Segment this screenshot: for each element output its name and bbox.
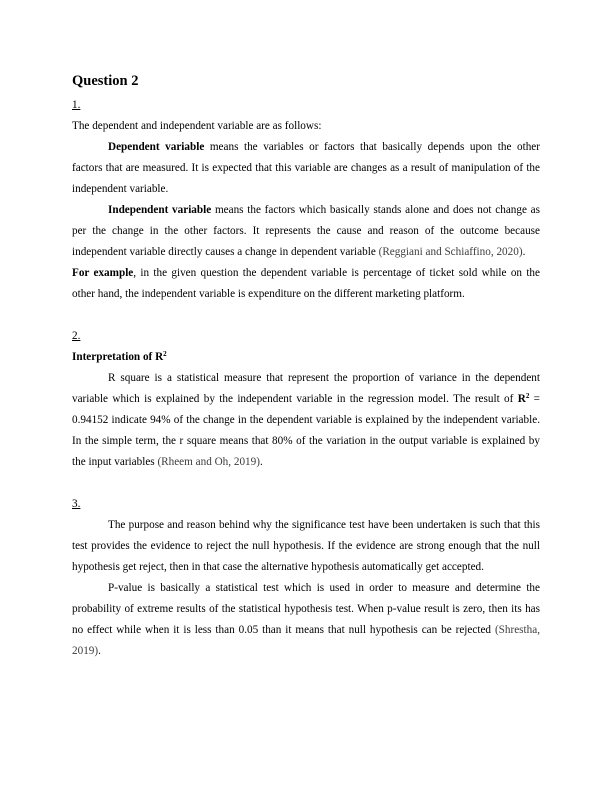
r-squared-heading-text: Interpretation of R <box>72 351 164 363</box>
example-text: , in the given question the dependent variable is percentage of ticket sold while on the other hand, the independent variable is expenditure on the different marketing platform. <box>72 267 540 300</box>
section-2-number: 2. <box>72 330 81 342</box>
r-squared-text-b: = 0.94152 indicate 94% of the change in the dependent variable is explained by the independent variable. In the simple term, the r square means that 80% of the variation in the output variable is explained by the input variables <box>72 393 540 468</box>
p-value-tail: . <box>98 645 101 657</box>
section-3-number: 3. <box>72 498 81 510</box>
example-paragraph <box>72 263 540 305</box>
citation-reggiani: (Reggiani and Schiaffino, 2020) <box>378 246 523 258</box>
dependent-variable-text: means the variables or factors that basically depends upon the other factors that are measured. It is expected that this variable are changes as a result of manipulation of the independent variable. <box>72 141 540 195</box>
r-squared-bold: R <box>517 393 526 405</box>
dependent-variable-term: Dependent variable <box>108 141 205 153</box>
dependent-variable-paragraph <box>72 137 540 200</box>
p-value-text: P-value is basically a statistical test which is used in order to measure and determine the probability of extreme results of the statistical hypothesis test. When p-value result is zero, then its has no effect while when it is less than 0.05 than it means that null hypothesis can be rejected <box>72 582 540 636</box>
significance-test-paragraph: The purpose and reason behind why the significance test have been undertaken is such that this test provides the evidence to reject the null hypothesis. If the evidence are strong enough that the null hypothesis get reject, then in that case the alternative hypothesis automatically get accepted. <box>72 519 540 573</box>
section-1-number: 1. <box>72 99 81 111</box>
r-squared-bold-sup: 2 <box>525 392 530 400</box>
document-page <box>72 70 540 662</box>
section-spacer <box>72 305 540 326</box>
r-squared-text-a: R square is a statistical measure that represent the proportion of variance in the dependent variable which is explained by the independent variable in the regression model. The result of <box>72 372 540 405</box>
independent-variable-paragraph <box>72 200 540 263</box>
section-1-intro: The dependent and independent variable are as follows: <box>72 120 322 132</box>
p-value-paragraph <box>72 578 540 662</box>
independent-variable-term: Independent variable <box>108 204 212 216</box>
r-squared-paragraph <box>72 368 540 473</box>
r-squared-tail: . <box>259 456 263 468</box>
example-term: For example <box>72 267 134 279</box>
question-title: Question 2 <box>72 73 139 89</box>
section-2-heading <box>72 347 540 368</box>
r-squared-heading-sup: 2 <box>163 350 167 358</box>
independent-variable-tail: . <box>522 246 526 258</box>
section-spacer <box>72 473 540 494</box>
independent-variable-text: means the factors which basically stands alone and does not change as per the change in the other factors. It represents the cause and reason of the outcome because independent variable directly causes a change in dependent variable <box>72 204 540 258</box>
citation-shrestha: (Shrestha, 2019) <box>72 624 540 657</box>
citation-rheem: (Rheem and Oh, 2019) <box>157 456 260 468</box>
